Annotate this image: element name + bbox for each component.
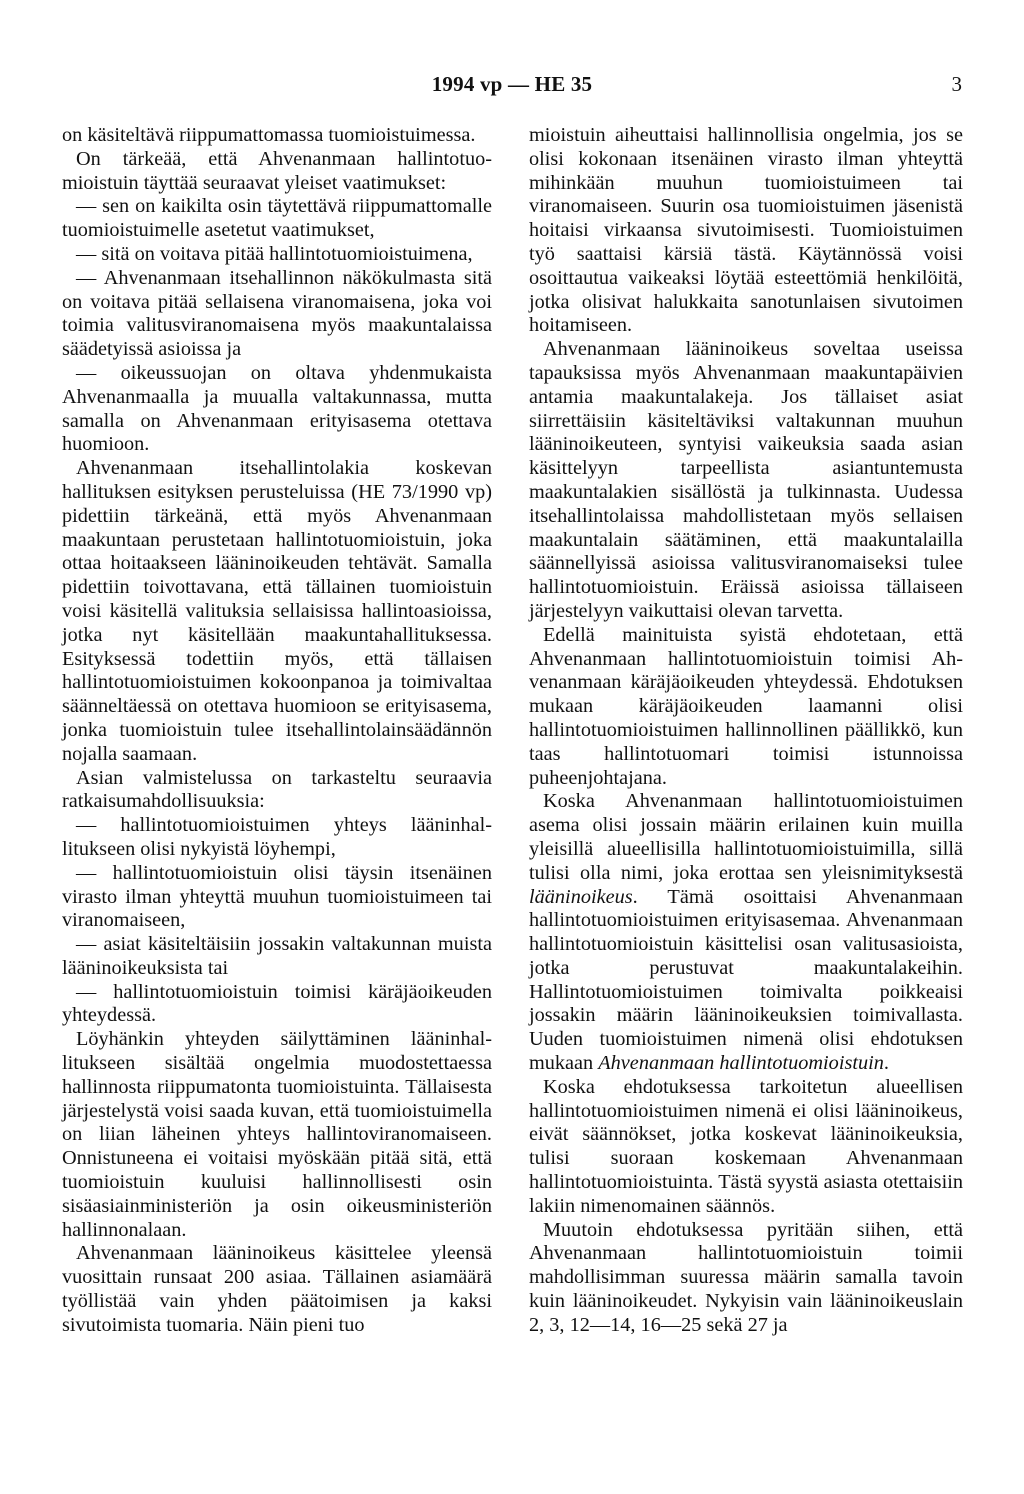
paragraph: — sitä on voitava pitää hallintotuomioistuimena, [76, 242, 473, 265]
paragraph-text: Koska Ahvenanmaan hallintotuomioistuimen asema olisi jossain määrin erilainen kuin muilla yleisillä alueellisilla hallintotuomioistuimilla, sillä tulisi olla nimi, joka erottaa sen yleisnimityksestä [529, 790, 963, 884]
paragraph: Löyhänkin yhteyden säilyttäminen lääninhallitukseen sisältää ongelmia muodostettaessa hallinnosta riippumatonta tuomioistuinta. Tällaisesta järjestelystä voisi saada kuvan, että tuomioistuimella on liian läheinen yhteys hallintoviranomaiseen. Onnistuneena ei voitaisi myöskään pitää sitä, että tuomioistuin kuuluisi hallinnollisesti osin sisäasiainministeriön ja osin oikeusministeriön hallinnonalaan. [62, 1028, 492, 1241]
left-text-column [62, 124, 492, 1338]
paragraph: — hallintotuomioistuimen yhteys lääninhallitukseen olisi nykyistä löyhempi, [62, 814, 492, 860]
paragraph-text: . [883, 1052, 889, 1075]
paragraph: Ahvenanmaan itsehallintolakia koskevan hallituksen esityksen perusteluissa (HE 73/1990 vp) pidettiin tärkeänä, että myös Ahvenanmaan maakuntaan perustetaan hallintotuomioistuin, joka ottaa hoitaakseen lääninoikeuden tehtävät. Samalla pidettiin toivottavana, että tällainen tuomioistuin voisi käsitellä valituksia sellaisissa hallintoasioissa, jotka nyt käsitellään maakuntahallituksessa. Esityksessä todettiin myös, että tällaisen hallintotuomioistuimen kokoonpanoa ja toimivaltaa säänneltäessä on otettava huomioon se erityisasema, jonka tuomioistuin tulee itsehallintolainsäädännön nojalla saamaan. [62, 457, 492, 765]
italic-term: Ahvenanmaan hallintotuomioistuin [598, 1052, 884, 1075]
paragraph-text: . Tämä osoittaisi Ahvenanmaan hallintotuomioistuimen erityisasemaa. Ahvenanmaan hallintotuomioistuin käsittelisi osan valitusasioista, jotka perustuvat maakuntalakeihin. Hallintotuomioistuimen toimivalta poikkeaisi jossakin määrin lääninoikeuksien toimivallasta. Uuden tuomioistuimen nimenä olisi ehdotuksen mukaan [529, 885, 963, 1075]
paragraph: — hallintotuomioistuin toimisi käräjäoikeuden yhteydessä. [62, 980, 492, 1027]
paragraph: Edellä mainituista syistä ehdotetaan, että Ahvenanmaan hallintotuomioistuin toimisi Ahvenanmaan käräjäoikeuden yhteydessä. Ehdotuksen mukaan käräjäoikeuden laamanni olisi hallintotuomioistuimen hallinnollinen päällikkö, kun taas hallintotuomari toimisi istunnoissa puheenjohtajana. [529, 623, 963, 789]
paragraph: — Ahvenanmaan itsehallinnon näkökulmasta sitä on voitava pitää sellaisena viranomaisena, joka voi toimia valitusviranomaisena myös maakuntalaissa säädetyissä asioissa ja [62, 266, 492, 361]
paragraph: — oikeussuojan on oltava yhdenmukaista Ahvenanmaalla ja muualla valtakunnassa, mutta samalla on Ahvenanmaan erityisasema otettava huomioon. [62, 361, 492, 456]
paragraph: Ahvenanmaan lääninoikeus käsittelee yleensä vuosittain runsaat 200 asiaa. Tällainen asiamäärä työllistää vain yhden päätoimisen ja kaksi sivutoimista tuomaria. Näin pieni tuo [62, 1242, 492, 1336]
italic-term: lääninoikeus [529, 885, 633, 908]
page-number: 3 [951, 72, 962, 96]
paragraph: Muutoin ehdotuksessa pyritään siihen, että Ahvenanmaan hallintotuomioistuin toimii mahdollisimman suuressa määrin samalla tavoin kuin lääninoikeudet. Nykyisin vain lääninoikeuslain 2, 3, 12—14, 16—25 sekä 27 ja [529, 1218, 963, 1336]
paragraph: On tärkeää, että Ahvenanmaan hallintotuomioistuin täyttää seuraavat yleiset vaatimukset: [62, 147, 492, 194]
paragraph: — sen on kaikilta osin täytettävä riippumattomalle tuomioistuimelle asetetut vaatimukset, [62, 195, 492, 242]
paragraph: Asian valmistelussa on tarkasteltu seuraavia ratkaisumahdollisuuksia: [62, 766, 492, 813]
paragraph: Ahvenanmaan lääninoikeus soveltaa useissa tapauksissa myös Ahvenanmaan maakuntapäivien antamia maakuntalakeja. Jos tällaiset asiat siirrettäisiin käsiteltäviksi valtakunnan muuhun lääninoikeuteen, syntyisi vaikeuksia saada asian käsittelyyn tarpeellista asiantuntemusta maakuntalakien sisällöstä ja tulkinnasta. Uudessa itsehallintolaissa mahdollistetaan myös sellaisen maakuntalain säätäminen, että maakuntalailla säännellyissä asioissa valitusviranomaiseksi tulee hallintotuomioistuin. Eräissä asioissa tällaiseen järjestelyyn vaikuttaisi olevan tarvetta. [529, 338, 963, 622]
paragraph: mioistuin aiheuttaisi hallinnollisia ongelmia, jos se olisi kokonaan itsenäinen virasto ilman yhteyttä mihinkään muuhun tuomioistuimeen tai viranomaiseen. Suurin osa tuomioistuimen jäsenistä hoitaisi virkaansa sivutoimisesti. Tuomioistuimen työ saattaisi kärsiä tästä. Käytännössä voisi osoittautua vaikeaksi löytää esteettömiä henkilöitä, jotka olisivat halukkaita sanotunlaisen sivutoimen hoitamiseen. [529, 124, 963, 337]
paragraph: — asiat käsiteltäisiin jossakin valtakunnan muista lääninoikeuksista tai [62, 933, 492, 979]
document-reference: 1994 vp — HE 35 [431, 72, 593, 96]
right-text-column [529, 124, 963, 1338]
page-header [0, 72, 1024, 102]
paragraph: — hallintotuomioistuin olisi täysin itsenäinen virasto ilman yhteyttä muuhun tuomioistuimeen tai viranomaiseen, [62, 861, 492, 932]
paragraph [529, 790, 963, 1076]
paragraph: on käsiteltävä riippumattomassa tuomioistuimessa. [62, 124, 476, 146]
paragraph: Koska ehdotuksessa tarkoitetun alueellisen hallintotuomioistuimen nimenä ei olisi lääninoikeus, eivät säännökset, jotka koskevat lääninoikeuksia, tulisi suoraan koskemaan Ahvenanmaan hallintotuomioistuinta. Tästä syystä asiasta otettaisiin lakiin nimenomainen säännös. [529, 1075, 963, 1217]
